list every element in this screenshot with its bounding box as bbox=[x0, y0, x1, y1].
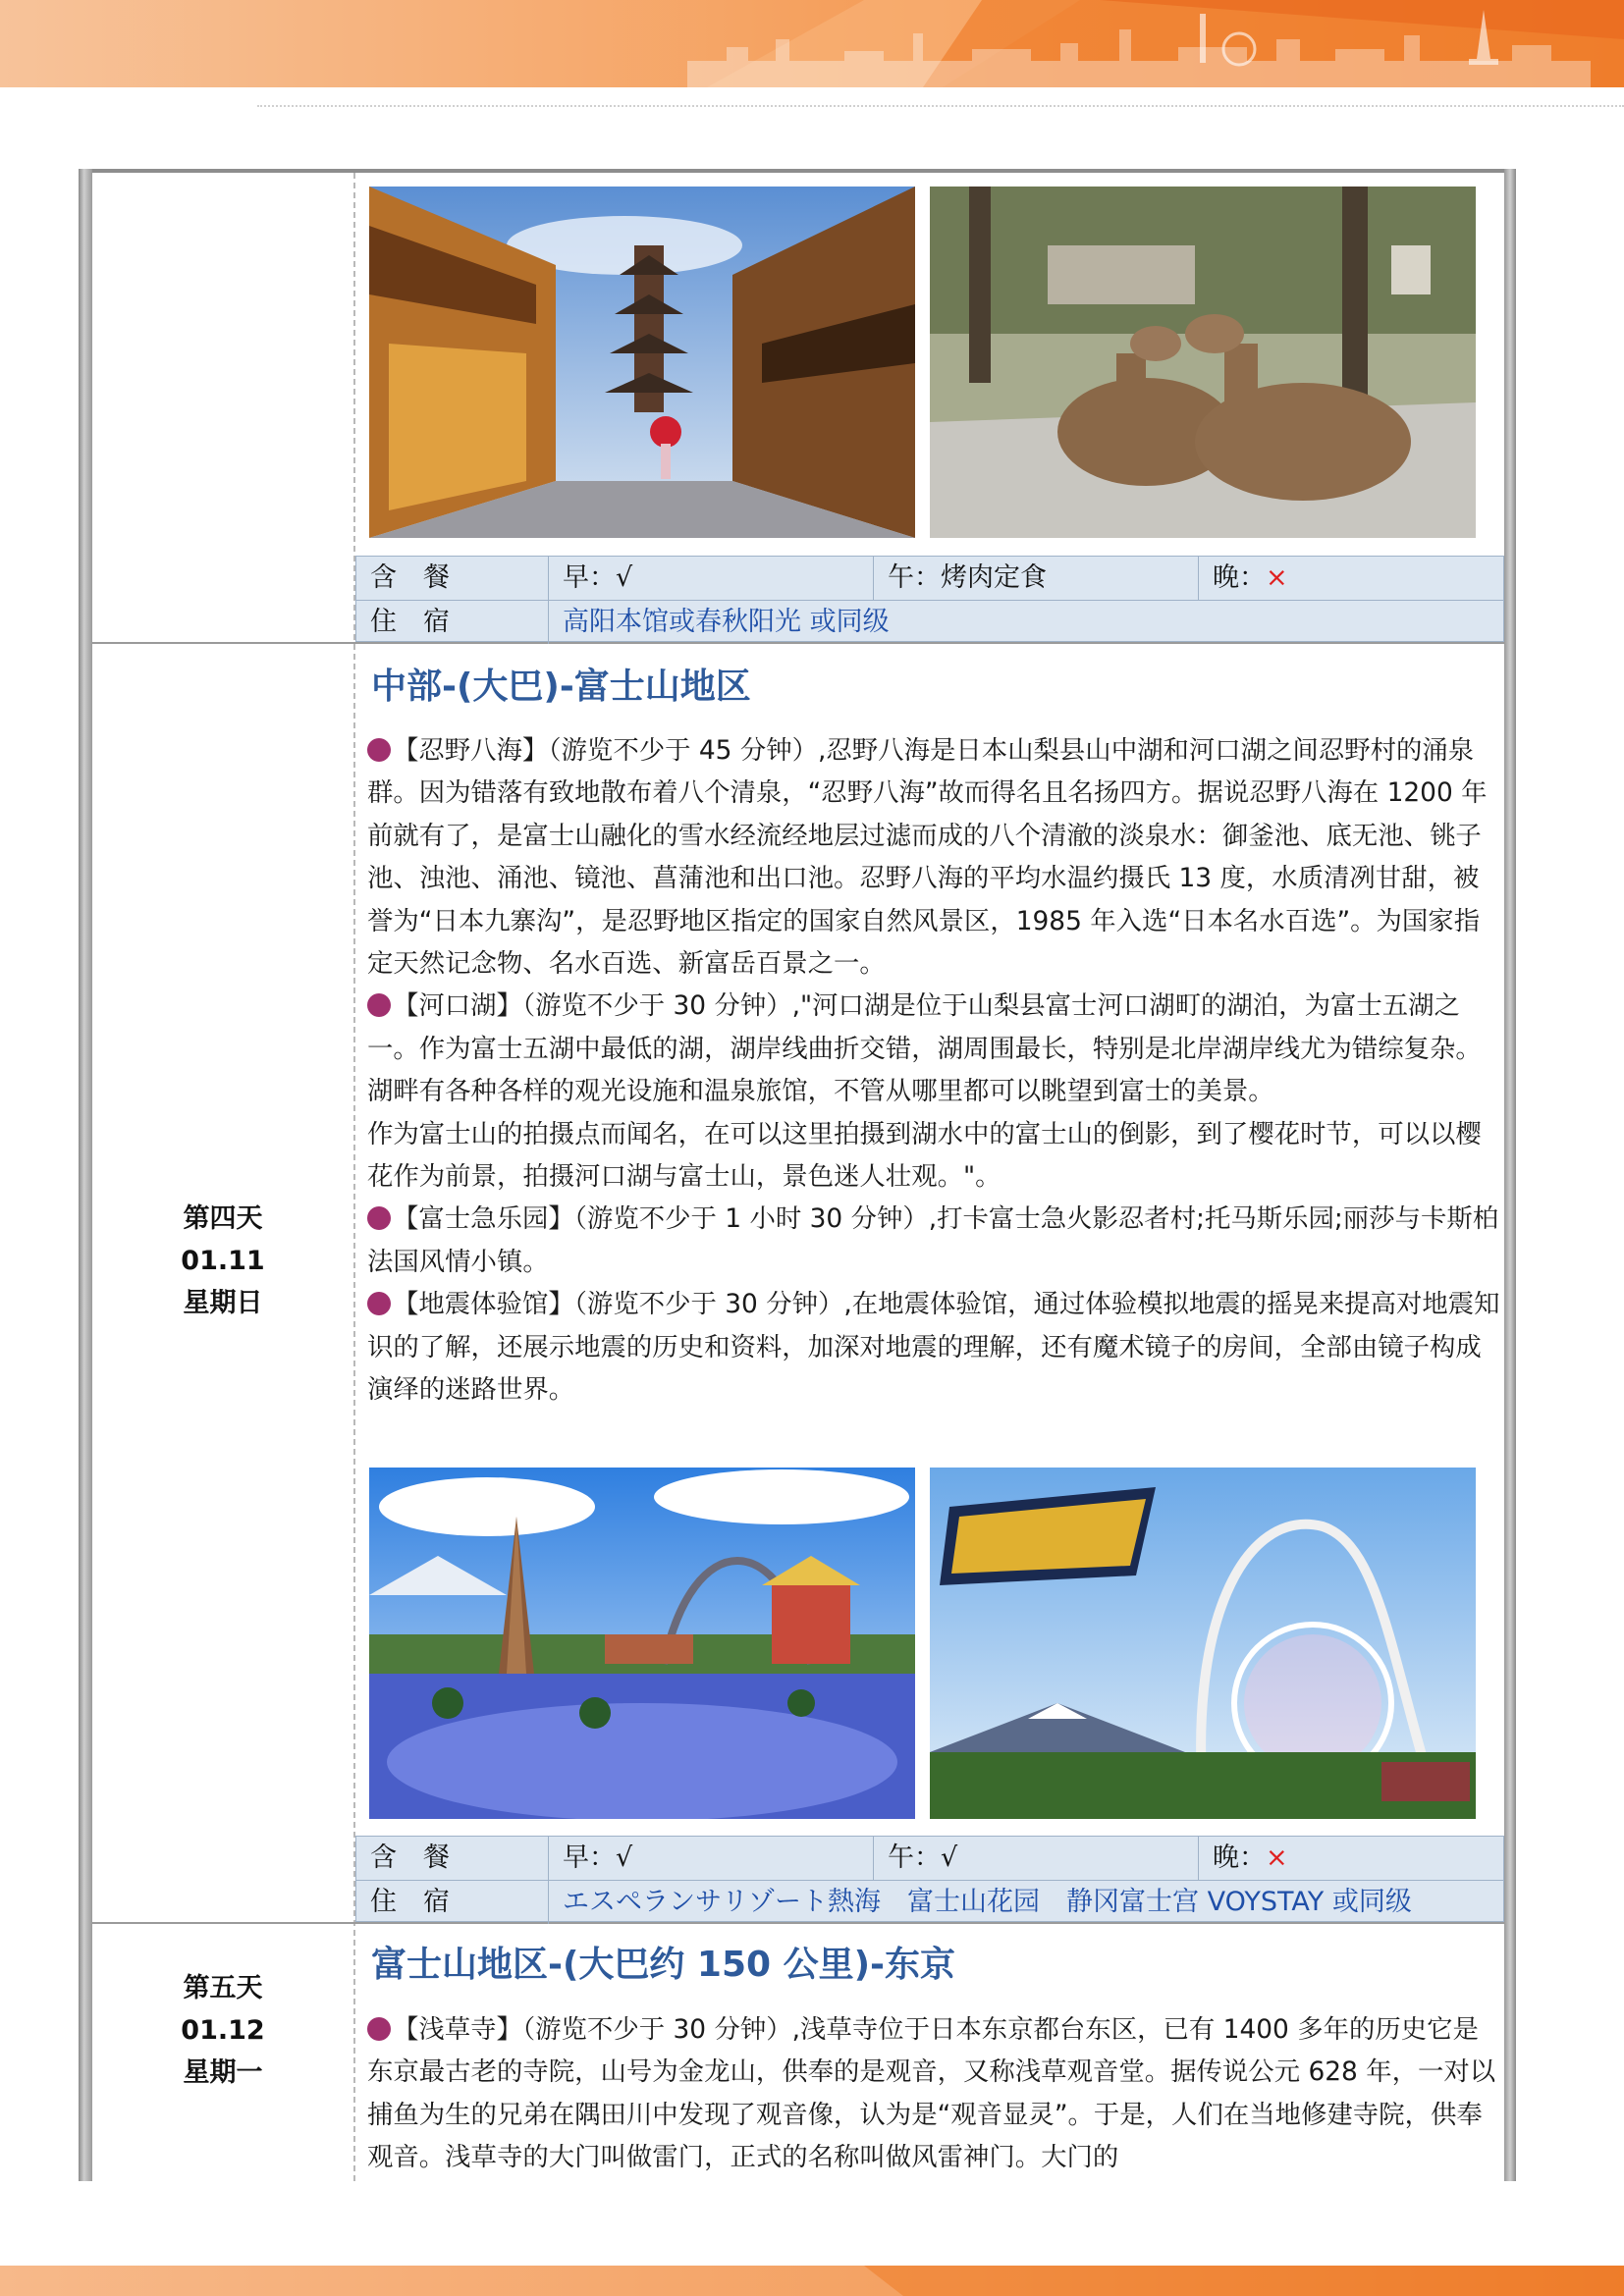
lunch-cell: 午：烤肉定食 bbox=[874, 557, 1199, 600]
stay-label: 住 宿 bbox=[356, 601, 549, 644]
page-footer-band bbox=[0, 2266, 1624, 2296]
attraction-item bbox=[367, 1283, 1502, 1411]
meal-label: 含 餐 bbox=[356, 557, 549, 600]
table-right-border bbox=[1504, 169, 1516, 2181]
attraction-name: 【富士急乐园】 bbox=[393, 1203, 574, 1235]
hotel-name: 高阳本馆或春秋阳光 或同级 bbox=[563, 607, 890, 637]
attraction-name: 【浅草寺】 bbox=[393, 2014, 522, 2045]
day-description bbox=[367, 729, 1502, 1412]
no-meal-mark: × bbox=[1266, 562, 1288, 593]
attraction-item bbox=[367, 2008, 1502, 2179]
attraction-text: （游览不少于 30 分钟）,浅草寺位于日本东京都台东区，已有 1400 多年的历史它是东京最古老的寺院，山号为金龙山，供奉的是观音，又称浅草观音堂。据传说公元 628 年，一对以捕鱼为生的兄弟在隅田川中发现了观音像，认为是“观音显灵”。于是，人们在当地修建寺院，供奉观音。浅草寺的大门叫做雷门，正式的名称叫做风雷神门。大门的 bbox=[367, 2014, 1496, 2173]
day-label-block bbox=[92, 1198, 353, 1324]
bullet-dot bbox=[367, 1206, 391, 1230]
day-number: 第五天 bbox=[183, 1973, 263, 2003]
roller-coaster-photo bbox=[930, 1468, 1476, 1819]
day-route-title: 中部-(大巴)-富士山地区 bbox=[371, 667, 751, 707]
day-weekday: 星期日 bbox=[183, 1288, 263, 1318]
header-divider bbox=[257, 105, 1624, 107]
bullet-dot bbox=[367, 738, 391, 762]
day-route-title: 富士山地区-(大巴约 150 公里)-东京 bbox=[371, 1945, 956, 1985]
attraction-text: （游览不少于 1 小时 30 分钟）,打卡富士急火影忍者村;托马斯乐园;丽莎与卡斯柏法国风情小镇。 bbox=[367, 1203, 1499, 1277]
nara-deer-photo bbox=[930, 187, 1476, 538]
dinner-label: 晚： bbox=[1213, 1842, 1266, 1873]
attraction-item bbox=[367, 985, 1502, 1112]
stay-row bbox=[356, 600, 1503, 643]
day-date: 01.11 bbox=[181, 1246, 265, 1276]
footer-decoration bbox=[0, 2266, 1624, 2296]
dinner-cell bbox=[1199, 557, 1503, 600]
page-header-band bbox=[0, 0, 1624, 87]
meal-label: 含 餐 bbox=[356, 1837, 549, 1880]
stay-row bbox=[356, 1880, 1503, 1923]
bullet-dot bbox=[367, 993, 391, 1017]
attraction-item bbox=[367, 729, 1502, 985]
attraction-item bbox=[367, 1198, 1502, 1283]
dinner-cell bbox=[1199, 1837, 1503, 1880]
dinner-label: 晚： bbox=[1213, 562, 1266, 593]
attraction-text: （游览不少于 30 分钟）,在地震体验馆，通过体验模拟地震的摇晃来提高对地震知识的了解，还展示地震的历史和资料，加深对地震的理解，还有魔术镜子的房间，全部由镜子构成演绎的迷路世界。 bbox=[367, 1289, 1500, 1406]
attraction-name: 【忍野八海】 bbox=[393, 735, 549, 766]
breakfast-cell: 早：√ bbox=[549, 557, 874, 600]
bullet-dot bbox=[367, 2017, 391, 2041]
attraction-text: （游览不少于 45 分钟）,忍野八海是日本山梨县山中湖和河口湖之间忍野村的涌泉群。因为错落有致地散布着八个清泉，“忍野八海”故而得名且名扬四方。据说忍野八海在 1200 年前就有了，是富士山融化的雪水经流经地层过滤而成的八个清澈的淡泉水：御釜池、底无池、铫子池、浊池、涌池、镜池、菖蒲池和出口池。忍野八海的平均水温约摄氏 13 度，水质清冽甘甜，被誉为“日本九寨沟”，是忍野地区指定的国家自然风景区，1985 年入选“日本名水百选”。为国家指定天然记念物、名水百选、新富岳百景之一。 bbox=[367, 735, 1488, 980]
meal-table bbox=[355, 556, 1504, 642]
day-date: 01.12 bbox=[181, 2015, 265, 2046]
header-decoration bbox=[0, 0, 1624, 87]
table-top-border bbox=[79, 169, 1516, 173]
no-meal-mark: × bbox=[1266, 1842, 1288, 1873]
lunch-cell: 午：√ bbox=[874, 1837, 1199, 1880]
bullet-dot bbox=[367, 1292, 391, 1315]
kyoto-street-photo bbox=[369, 187, 915, 538]
day-description bbox=[367, 2008, 1502, 2181]
attraction-name: 【地震体验馆】 bbox=[393, 1289, 574, 1320]
fuji-q-park-photo bbox=[369, 1468, 915, 1819]
attraction-text: （游览不少于 30 分钟）,"河口湖是位于山梨县富士河口湖町的湖泊，为富士五湖之一。作为富士五湖中最低的湖，湖岸线曲折交错，湖周围最长，特别是北岸湖岸线尤为错综复杂。湖畔有各种各样的观光设施和温泉旅馆，不管从哪里都可以眺望到富士的美景。 bbox=[367, 990, 1482, 1107]
attraction-note: 作为富士山的拍摄点而闻名，在可以这里拍摄到湖水中的富士山的倒影，到了樱花时节，可以以樱花作为前景，拍摄河口湖与富士山，景色迷人壮观。"。 bbox=[367, 1118, 1482, 1193]
meal-table bbox=[355, 1836, 1504, 1922]
attraction-name: 【河口湖】 bbox=[393, 990, 522, 1022]
day-number: 第四天 bbox=[183, 1203, 263, 1234]
hotel-name: エスペランサリゾート熱海 富士山花园 静冈富士宫 VOYSTAY 或同级 bbox=[563, 1887, 1412, 1917]
day-weekday: 星期一 bbox=[183, 2057, 263, 2088]
stay-label: 住 宿 bbox=[356, 1881, 549, 1924]
day-label-block bbox=[92, 1967, 353, 2094]
breakfast-cell: 早：√ bbox=[549, 1837, 874, 1880]
table-left-border bbox=[79, 169, 92, 2181]
